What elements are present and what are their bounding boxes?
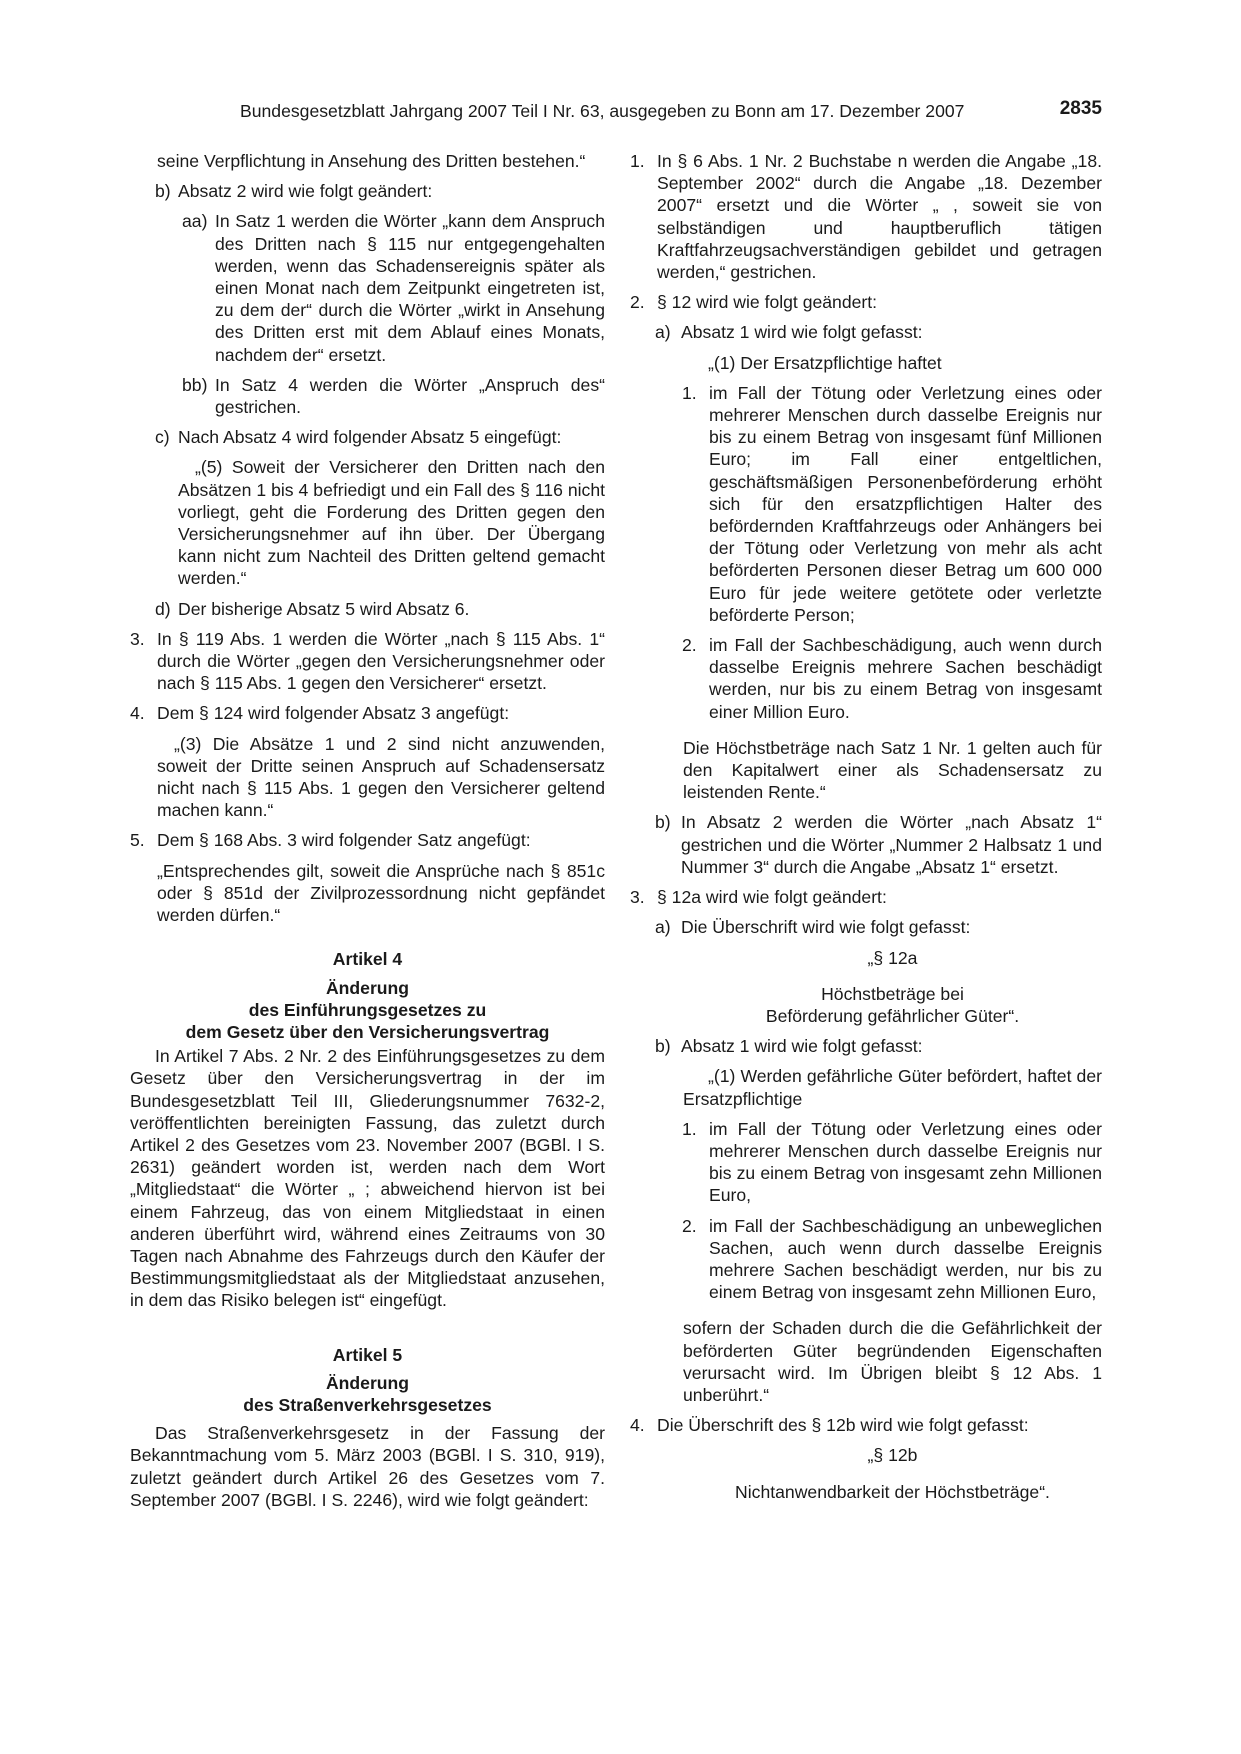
paragraph: Die Höchstbeträge nach Satz 1 Nr. 1 gelten auch für den Kapitalwert einer als Schadensersatz zu leistenden Rente.“ [683,737,1102,803]
list-item-b-1 [682,1118,1102,1207]
list-text: In Satz 4 werden die Wörter „Anspruch des“ gestrichen. [215,374,605,418]
section-title-line: Nichtanwendbarkeit der Höchstbeträge“. [735,1481,1050,1502]
list-label: a) [655,917,671,938]
page-number: 2835 [1059,98,1102,119]
article-number: Artikel 4 [332,949,403,970]
list-label: bb) [182,374,208,395]
list-text: § 12 wird wie folgt geändert: [657,292,878,313]
list-text: In Satz 1 werden die Wörter „kann dem Anspruch des Dritten nach § 115 nur entgegengehalten werden, wenn das Schadensereignis später als einen Monat nach dem Zeitpunkt eingetreten ist, zu dem der“ durch die Wörter „wirkt in Ansehung des Dritten erst mit dem Ablauf eines Monats, nachdem der“ ersetzt. [215,211,605,365]
list-label: 1. [682,1118,697,1139]
list-text: Absatz 1 wird wie folgt gefasst: [681,322,923,343]
quoted-paragraph: „Entsprechendes gilt, soweit die Ansprüche nach § 851c oder § 851d der Zivilprozessordnung nicht gepfändet werden dürfen.“ [157,860,605,926]
list-item-4 [630,1414,1102,1436]
article-heading-line: des Einführungsgesetzes zu [248,999,487,1020]
list-text: § 12a wird wie folgt geändert: [657,887,887,908]
list-item-c [155,426,605,448]
list-item-1 [630,150,1102,283]
article-paragraph: In Artikel 7 Abs. 2 Nr. 2 des Einführungsgesetzes zu dem Gesetz über den Versicherungsvertrag in der im Bundesgesetzblatt Teil III, Gliederungsnummer 7632-2, veröffentlichten bereinigten Fassung, das zuletzt durch Artikel 2 des Gesetzes vom 23. November 2007 (BGBl. I S. 2631) geändert worden ist, werden nach dem Wort „Mitgliedstaat“ die Wörter „ ; abweichend hiervon ist bei einem Fahrzeug, das von einem Mitgliedstaat in einen anderen überführt wird, während eines Zeitraums von 30 Tagen nach Abnahme des Fahrzeugs durch den Käufer der Bestimmungsmitgliedstaat als der Mitgliedstaat anzusehen, in dem das Risiko belegen ist“ eingefügt. [130,1046,605,1311]
continued-text: seine Verpflichtung in Ansehung des Dritten bestehen.“ [157,151,586,171]
list-item-b [655,811,1102,878]
list-text: Absatz 2 wird wie folgt geändert: [178,181,433,202]
list-label: c) [155,427,170,448]
left-column [130,150,605,1519]
list-item-a [655,916,1102,938]
list-text: In § 119 Abs. 1 werden die Wörter „nach § 115 Abs. 1“ durch die Wörter „gegen den Versicherungsnehmer oder nach § 115 Abs. 1 gegen den Versicherer“ ersetzt. [157,628,605,694]
list-item-2 [630,291,1102,313]
list-item-bb [182,374,605,418]
article-paragraph: Das Straßenverkehrsgesetz in der Fassung der Bekanntmachung vom 5. März 2003 (BGBl. I S. 310, 919), zuletzt geändert durch Artikel 26 des Gesetzes vom 7. September 2007 (BGBl. I S. 2246), wird wie folgt geändert: [130,1423,605,1510]
list-label: d) [155,598,171,619]
list-label: b) [155,181,171,202]
list-label: 2. [630,292,645,313]
quoted-paragraph: „(1) Der Ersatzpflichtige haftet [708,352,942,373]
list-text: im Fall der Tötung oder Verletzung eines oder mehrerer Menschen durch dasselbe Ereignis nur bis zu einem Betrag von insgesamt zehn Millionen Euro, [709,1118,1102,1206]
list-item-b-2 [682,1215,1102,1304]
list-item-3 [630,886,1102,908]
list-text: Dem § 124 wird folgender Absatz 3 angefügt: [157,703,510,724]
section-title-line: Höchstbeträge bei [821,983,964,1004]
list-label: a) [655,322,671,343]
list-item-4 [130,702,605,724]
list-label: b) [655,1036,671,1057]
list-label: b) [655,812,671,833]
list-item-a-1 [682,382,1102,626]
list-item-3 [130,628,605,695]
list-label: 1. [682,382,697,403]
quoted-paragraph: „(5) Soweit der Versicherer den Dritten nach den Absätzen 1 bis 4 befriedigt und ein Fall des § 116 nicht vorliegt, geht die Forderung des Dritten gegen den Versicherungsnehmer auf ihn über. Der Übergang kann nicht zum Nachteil des Dritten geltend gemacht werden.“ [178,457,605,589]
article-heading-line: Änderung [325,1372,410,1393]
page-header [240,100,1102,126]
list-label: 5. [130,830,145,851]
list-text: Dem § 168 Abs. 3 wird folgender Satz angefügt: [157,830,531,851]
quoted-paragraph: „(3) Die Absätze 1 und 2 sind nicht anzuwenden, soweit der Dritte seinen Anspruch auf Schadensersatz nicht nach § 115 Abs. 1 gegen den Versicherer geltend machen kann.“ [157,733,605,821]
article-number: Artikel 5 [332,1344,403,1365]
list-label: 4. [630,1415,645,1436]
article-heading-line: dem Gesetz über den Versicherungsvertrag [185,1021,550,1042]
list-item-a [655,321,1102,343]
list-text: Die Überschrift des § 12b wird wie folgt gefasst: [657,1415,1029,1436]
list-text: im Fall der Sachbeschädigung, auch wenn durch dasselbe Ereignis mehrere Sachen beschädigt werden, nur bis zu einem Betrag von insgesamt einer Million Euro. [709,635,1102,722]
right-column [630,150,1102,1511]
gazette-header-title: Bundesgesetzblatt Jahrgang 2007 Teil I Nr. 63, ausgegeben zu Bonn am 17. Dezember 2007 [240,101,965,121]
list-text: im Fall der Tötung oder Verletzung eines oder mehrerer Menschen durch dasselbe Ereignis nur bis zu einem Betrag von insgesamt fünf Millionen Euro; im Fall einer entgeltlichen, geschäftsmäßigen Personenbeförderung erhöht sich für den ersatzpflichtigen Halter des befördernden Kraftfahrzeugs oder Anhängers bei der Tötung oder Verletzung von mehr als acht beförderten Personen dieser Betrag um 600 000 Euro für jede weitere getötete oder verletzte beförderte Person; [709,382,1102,625]
list-item-b [155,180,605,202]
list-label: 2. [682,1215,697,1236]
list-item-aa [182,210,605,365]
section-title-line: Beförderung gefährlicher Güter“. [765,1005,1020,1026]
paragraph: sofern der Schaden durch die die Gefährlichkeit der beförderten Güter begründenden Eigenschaften verursacht wird. Im Übrigen bleibt § 12 Abs. 1 unberührt.“ [683,1318,1102,1405]
list-text: Absatz 1 wird wie folgt gefasst: [681,1036,923,1057]
list-label: 3. [630,887,645,908]
list-item-d [155,598,605,620]
article-heading-line: des Straßenverkehrsgesetzes [243,1394,492,1415]
list-text: Der bisherige Absatz 5 wird Absatz 6. [178,598,470,619]
list-item-a-2 [682,634,1102,723]
section-number: „§ 12a [867,947,918,968]
list-label: aa) [182,211,208,232]
list-text: im Fall der Sachbeschädigung an unbeweglichen Sachen, auch wenn durch dasselbe Ereignis mehrere Sachen beschädigt werden, nur bis zu einem Betrag von insgesamt zehn Millionen Euro, [709,1215,1102,1303]
section-number: „§ 12b [867,1445,918,1466]
list-text: Die Überschrift wird wie folgt gefasst: [681,917,971,938]
list-label: 1. [630,151,645,171]
list-label: 4. [130,703,145,724]
list-item-b [655,1035,1102,1057]
quoted-paragraph: „(1) Werden gefährliche Güter befördert, haftet der Ersatzpflichtige [683,1066,1102,1109]
list-item-5 [130,829,605,851]
list-text: In Absatz 2 werden die Wörter „nach Absatz 1“ gestrichen und die Wörter „Nummer 2 Halbsatz 1 und Nummer 3“ durch die Angabe „Absatz 1“ ersetzt. [681,812,1102,877]
article-heading-line: Änderung [325,977,410,998]
list-text: In § 6 Abs. 1 Nr. 2 Buchstabe n werden die Angabe „18. September 2002“ durch die Angabe „18. Dezember 2007“ ersetzt und die Wörter „ , soweit sie von selbständigen und hauptberuflich tätigen Kraftfahrzeugsachverständigen gebildet und getragen werden,“ gestrichen. [657,151,1102,283]
list-label: 2. [682,635,697,656]
list-label: 3. [130,628,145,649]
list-text: Nach Absatz 4 wird folgender Absatz 5 eingefügt: [178,427,562,448]
